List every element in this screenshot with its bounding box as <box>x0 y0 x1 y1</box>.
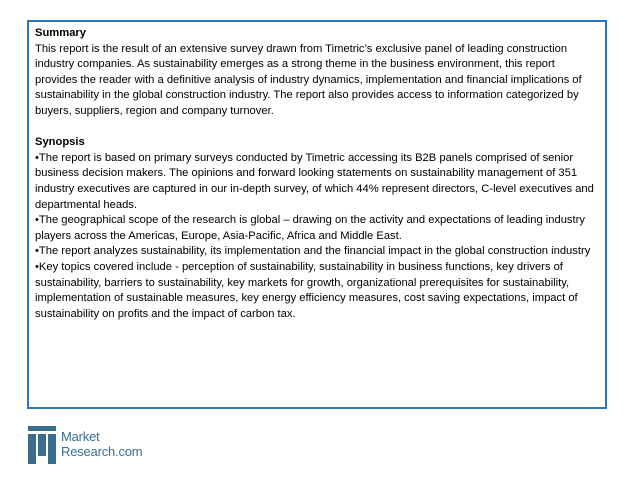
logo-wordmark <box>61 429 142 459</box>
synopsis-bullet-4: •Key topics covered include - perception of sustainability, sustainability in business functions, key drivers of sustainability, barriers to sustainability, key markets for growth, organizational prerequisites for sustainability, implementation of sustainable measures, key energy efficiency measures, cost saving expectations, impact of sustainability on profits and the impact of carbon tax. <box>35 260 578 320</box>
market-research-logo[interactable] <box>28 424 142 464</box>
summary-text: This report is the result of an extensive survey drawn from Timetric’s exclusive panel of leading construction industry companies. As sustainability emerges as a strong theme in the business environment, this report provides the reader with a definitive analysis of industry dynamics, implementation and financial implications of sustainability in the global construction industry. The report also provides access to information categorized by buyers, suppliers, region and company turnover. <box>35 42 582 117</box>
synopsis-heading: Synopsis <box>35 136 85 149</box>
synopsis-bullet-2: •The geographical scope of the research is global – drawing on the activity and expectations of leading industry players across the Americas, Europe, Asia-Pacific, Africa and Middle East. <box>35 214 585 242</box>
logo-line-1: Market <box>61 429 100 444</box>
spacer <box>35 120 599 136</box>
synopsis-bullet-1: •The report is based on primary surveys conducted by Timetric accessing its B2B panels comprised of senior business decision makers. The opinions and forward looking statements on sustainability management of 351 industry executives are captured in our in-depth survey, of which 44% represent directors, C-level executives and departmental heads. <box>35 151 594 211</box>
summary-heading: Summary <box>35 27 86 39</box>
synopsis-bullet-3: •The report analyzes sustainability, its implementation and the financial impact in the global construction industry <box>35 245 591 258</box>
logo-line-2: Research.com <box>61 444 143 459</box>
content-box <box>27 20 607 409</box>
market-research-logo-mark-icon <box>28 424 56 464</box>
